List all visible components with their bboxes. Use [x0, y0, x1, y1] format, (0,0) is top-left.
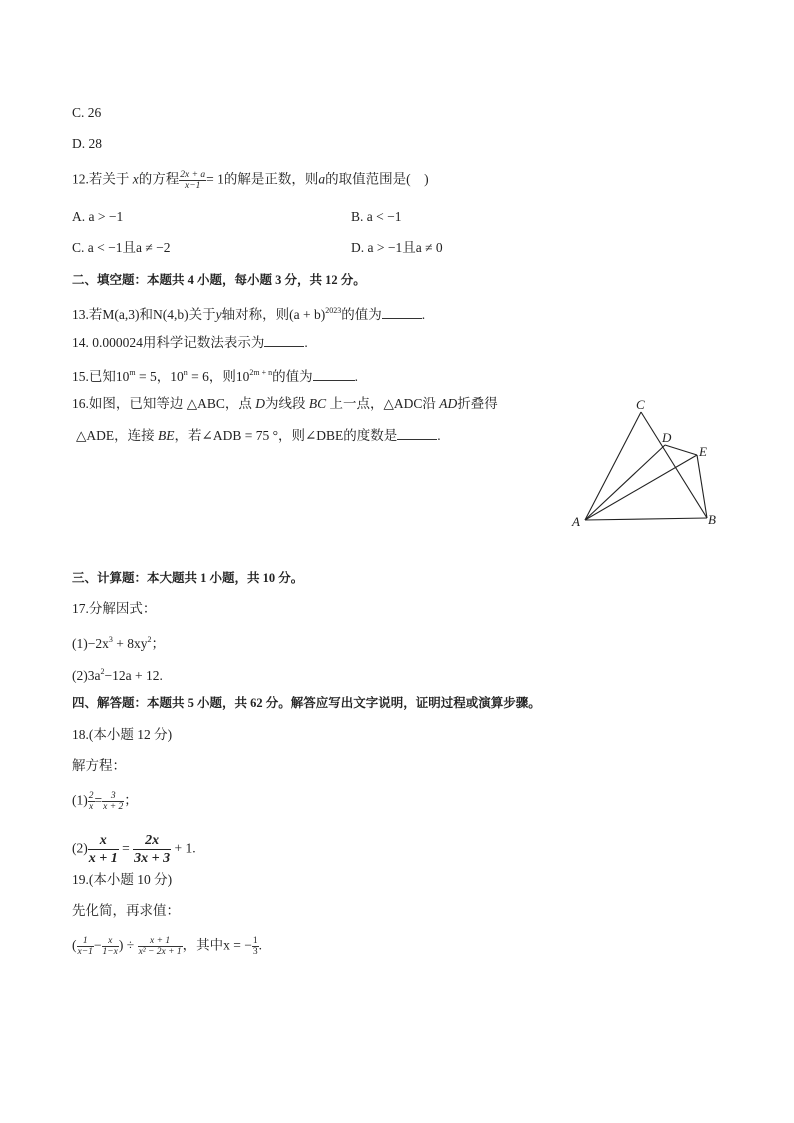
- question-17-title: 17.分解因式：: [72, 601, 157, 616]
- answer-blank: [397, 426, 437, 440]
- option-c-prev: C. 26: [72, 105, 102, 120]
- label-a: A: [572, 514, 580, 529]
- segment-ad: [585, 445, 665, 520]
- question-17-part-1: $(1)-2x^3 + 8xy^2$；: [72, 635, 165, 651]
- question-14: 14. 0.000024用科学记数法表示为 .: [72, 335, 308, 350]
- question-16-line-1: 16.如图，已知等边 △ABC，点 D为线段 BC 上一点，△ADC沿 AD折叠得: [72, 396, 498, 411]
- answer-blank: [382, 305, 422, 319]
- section-2-title: 二、填空题：本题共 4 小题，每小题 3 分，共 12 分。: [72, 273, 366, 287]
- question-18-part-2: (2) $\frac{x}{x + 1}$ = $\frac{2x}{3x + 3}$ + 1.: [72, 833, 196, 866]
- section-3-title: 三、计算题：本大题共 1 小题，共 10 分。: [72, 571, 304, 585]
- question-19-title: 19.(本小题 10 分): [72, 872, 173, 887]
- label-d: D: [662, 430, 672, 445]
- answer-blank: [264, 333, 304, 347]
- label-e: E: [699, 444, 707, 459]
- segment-eb: [697, 455, 707, 518]
- label-c: C: [636, 397, 645, 412]
- segment-ab: [585, 518, 707, 520]
- segment-de: [665, 445, 697, 455]
- question-19-sub: 先化简，再求值：: [72, 903, 180, 918]
- question-19-expression: ( $\frac{1}{x-1}$ − $\frac{x}{1-x}$ ) ÷ $\frac{x + 1}{\text{x² − 2x + 1}}$ ，其中x = − $\frac{1}{3}$ .: [72, 936, 263, 957]
- option-d-prev: D. 28: [72, 136, 102, 151]
- question-18-sub: 解方程：: [72, 758, 126, 773]
- question-12: 12.若关于 x的方程 $\frac{2x + a}{x-1}$ = 1的解是正数，则a的取值范围是( ): [72, 170, 429, 191]
- section-4-title: 四、解答题：本题共 5 小题，共 62 分。解答应写出文字说明，证明过程或演算步骤。: [72, 696, 541, 710]
- q12-option-d: D. a > −1且a ≠ 0: [351, 240, 443, 255]
- segment-cb: [641, 412, 707, 518]
- question-16-line-2: △ADE，连接 BE，若∠ADB = 75 °，则∠DBE的度数是 .: [76, 428, 441, 443]
- q12-fraction: $\frac{2x + a}{x-1}$: [180, 170, 206, 191]
- triangle-figure: [565, 393, 735, 538]
- question-18-title: 18.(本小题 12 分): [72, 727, 173, 742]
- q12-option-c: C. a < −1且a ≠ −2: [72, 240, 171, 255]
- question-13: 13.若M(a,3)和N(4,b)关于y轴对称，则$(a + b)^{2023}$的值为 .: [72, 306, 426, 322]
- answer-blank: [313, 367, 355, 381]
- q12-option-a: A. a > −1: [72, 209, 124, 224]
- label-b: B: [708, 512, 716, 527]
- question-15: 15.已知$10^m = 5$，$10^n = 6$，则$10^{2m + n}$的值为 .: [72, 368, 358, 384]
- question-17-part-2: $(2)3a^2-12a + 12$.: [72, 667, 163, 683]
- question-18-part-1: (1) $\frac{2}{x}$ = $\frac{3}{x + 2}$ ；: [72, 791, 138, 812]
- q12-option-b: B. a < −1: [351, 209, 402, 224]
